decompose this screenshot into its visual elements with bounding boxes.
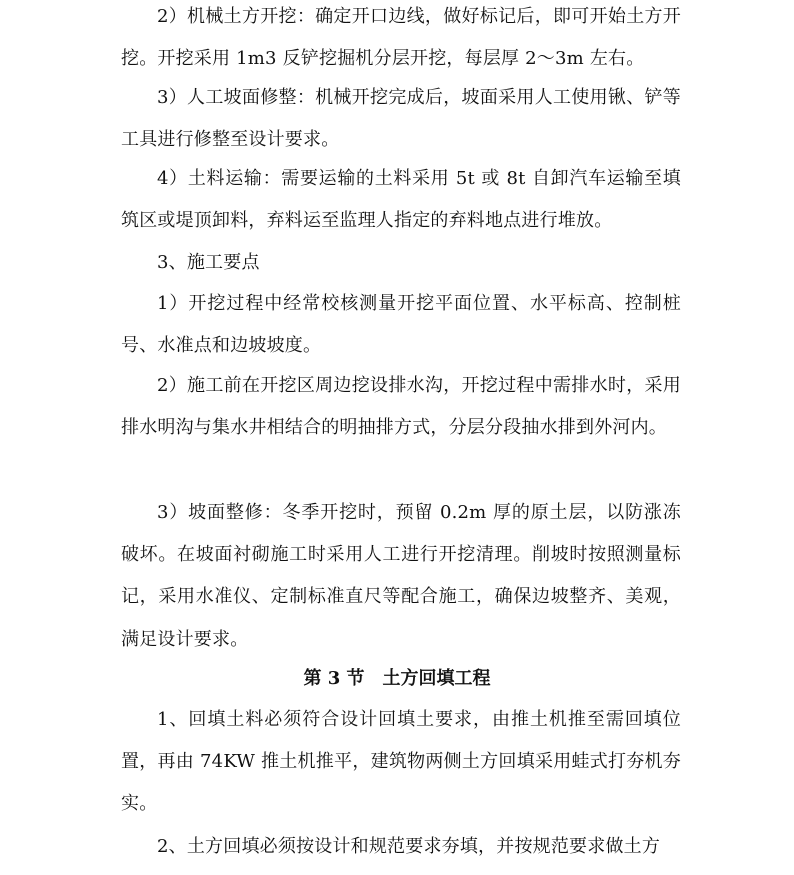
paragraph-backfill-compaction: 2、土方回填必须按设计和规范要求夯填，并按规范要求做土方 bbox=[157, 836, 661, 857]
paragraph-mechanical-excavation: 2）机械土方开挖：确定开口边线，做好标记后，即可开始土方开挖。开挖采用 1m3 反铲挖掘机分层开挖，每层厚 2～3m 左右。 bbox=[121, 6, 681, 70]
paragraph-slope-finishing: 3）坡面整修：冬季开挖时，预留 0.2m 厚的原土层，以防涨冻破坏。在坡面衬砌施工时采用人工进行开挖清理。削坡时按照测量标记，采用水准仪、定制标准直尺等配合施工，确保边坡整齐、美观，满足设计要求。 bbox=[121, 502, 681, 650]
paragraph-drainage: 2）施工前在开挖区周边挖设排水沟，开挖过程中需排水时，采用排水明沟与集水井相结合的明抽排方式，分层分段抽水排到外河内。 bbox=[121, 375, 681, 439]
paragraph-manual-slope-trimming: 3）人工坡面修整：机械开挖完成后，坡面采用人工使用锹、铲等工具进行修整至设计要求。 bbox=[121, 87, 681, 151]
paragraph-soil-transport: 4）土料运输：需要运输的土料采用 5t 或 8t 自卸汽车运输至填筑区或堤顶卸料，弃料运至监理人指定的弃料地点进行堆放。 bbox=[121, 168, 681, 232]
section-heading: 第 3 节 土方回填工程 bbox=[303, 668, 491, 689]
paragraph-backfill-material: 1、回填土料必须符合设计回填土要求，由推土机推至需回填位置，再由 74KW 推土机推平，建筑物两侧土方回填采用蛙式打夯机夯实。 bbox=[121, 709, 681, 815]
paragraph-survey-checking: 1）开挖过程中经常校核测量开挖平面位置、水平标高、控制桩号、水准点和边坡坡度。 bbox=[121, 293, 681, 357]
subheading-construction-points: 3、施工要点 bbox=[157, 252, 260, 273]
